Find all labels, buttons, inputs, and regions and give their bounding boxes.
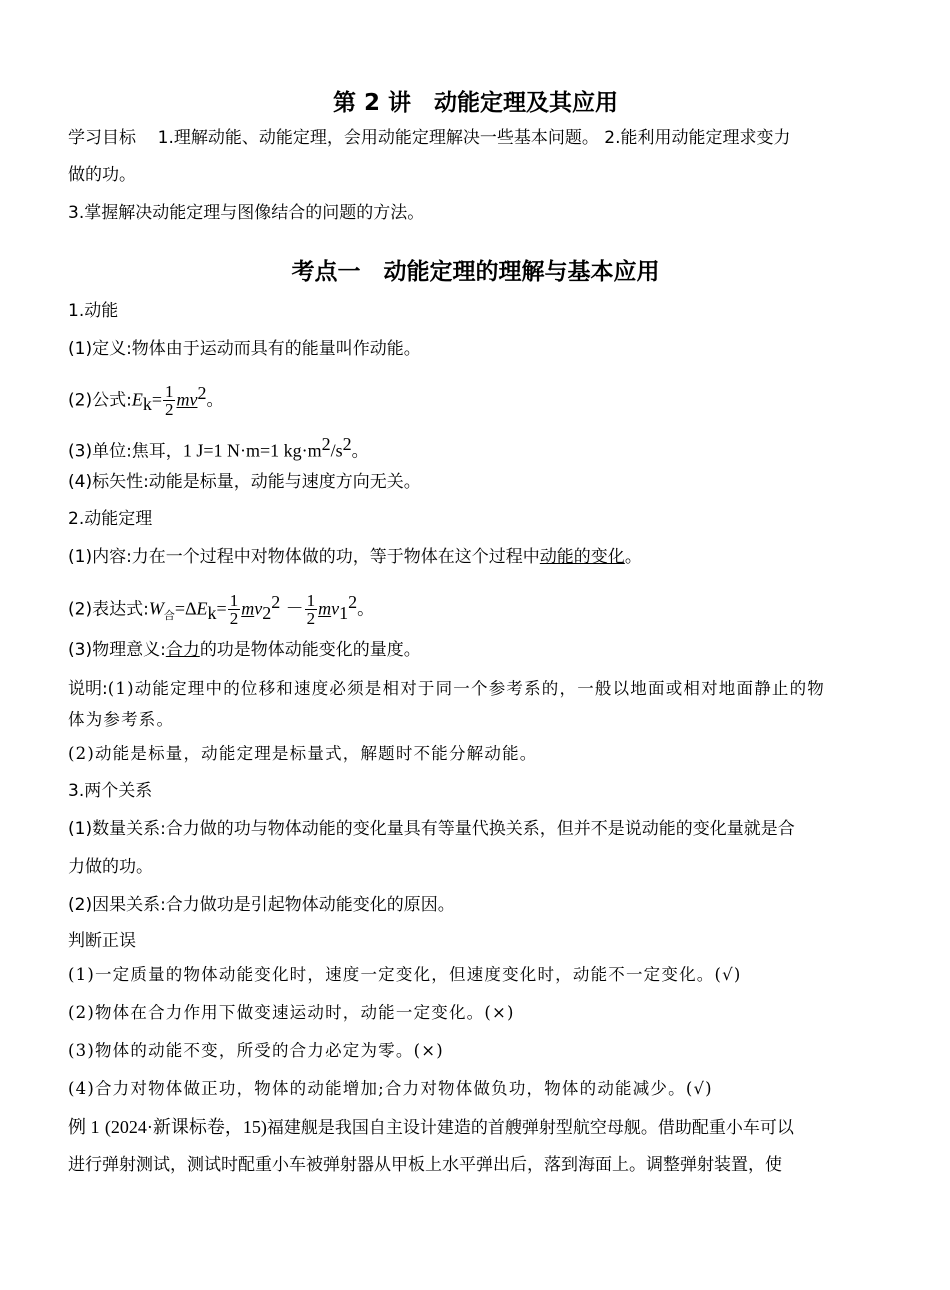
fraction-one-half-2: $\frac{1}{2}$ (306, 591, 316, 629)
judge-item-1: (1)一定质量的物体动能变化时，速度一定变化，但速度变化时，动能不一定变化。(√) (68, 965, 742, 984)
judge-heading: 判断正误 (68, 931, 136, 951)
judge-item-2: (2)物体在合力作用下做变速运动时，动能一定变化。(×) (68, 1003, 515, 1022)
learning-goals-line1 (68, 126, 790, 150)
learning-goals-line2: 做的功。 (68, 165, 136, 185)
lecture-title: 第 2 讲 动能定理及其应用 (332, 90, 619, 116)
theorem-meaning: (3)物理意义:合力的功是物体动能变化的量度。 (68, 640, 421, 660)
fraction-one-half-1: $\frac{1}{2}$ (229, 591, 239, 629)
learning-goals-label: 学习目标 (68, 128, 136, 148)
kinetic-energy-heading: 1.动能 (68, 301, 119, 321)
judge-item-4: (4)合力对物体做正功，物体的动能增加;合力对物体做负功，物体的动能减少。(√) (68, 1079, 713, 1098)
theorem-content: (1)内容:力在一个过程中对物体做的功，等于物体在这个过程中动能的变化。 (68, 547, 642, 567)
note-line2: 体为参考系。 (68, 710, 175, 729)
relations-quantity-line2: 力做的功。 (68, 857, 153, 877)
judge-item-3: (3)物体的动能不变，所受的合力必定为零。(×) (68, 1041, 444, 1060)
section1-title: 考点一 动能定理的理解与基本应用 (291, 259, 660, 285)
relations-causal: (2)因果关系:合力做功是引起物体动能变化的原因。 (68, 895, 455, 915)
example-line1: 例 1 (2024·新课标卷，15)福建舰是我国自主设计建造的首艘弹射型航空母舰。借助配重小车可以 (68, 1117, 794, 1138)
example-label: 例 1 (68, 1117, 100, 1137)
relations-heading: 3.两个关系 (68, 781, 153, 801)
theorem-expression: (2)表达式$:W_合=\Delta E_k=$ $\frac{1}{2}$ $mv_2^2$ － $\frac{1}{2}$ $mv_1^2$。 (68, 591, 375, 629)
theorem-heading: 2.动能定理 (68, 509, 153, 529)
learning-goals-line3: 3.掌握解决动能定理与图像结合的问题的方法。 (68, 203, 425, 223)
example-line2: 进行弹射测试，测试时配重小车被弹射器从甲板上水平弹出后，落到海面上。调整弹射装置，使 (68, 1155, 782, 1175)
note-line1: 说明:(1)动能定理中的位移和速度必须是相对于同一个参考系的，一般以地面或相对地面静止的物 (68, 679, 826, 699)
kinetic-energy-formula: (2)公式$:E_k=$ $\frac{1}{2}$ $mv^2$。 (68, 382, 224, 420)
learning-goals-text: 1.理解动能、动能定理，会用动能定理解决一些基本问题。 2.能利用动能定理求变力 (157, 128, 791, 148)
fraction-one-half: $\frac{1}{2}$ (164, 382, 174, 420)
example-source: (2024·新课标卷，15) (104, 1117, 267, 1137)
kinetic-energy-unit: (3)单位:焦耳，1 J=1 N·m=1 $kg\cdot m^2/s^2$。 (68, 434, 369, 462)
kinetic-energy-definition: (1)定义:物体由于运动而具有的能量叫作动能。 (68, 339, 421, 359)
note-label: 说明: (68, 679, 108, 699)
kinetic-energy-scalar: (4)标矢性:动能是标量，动能与速度方向无关。 (68, 472, 421, 492)
note-line3: (2)动能是标量，动能定理是标量式，解题时不能分解动能。 (68, 744, 538, 763)
relations-quantity-line1: (1)数量关系:合力做的功与物体动能的变化量具有等量代换关系，但并不是说动能的变化量就是合 (68, 819, 795, 839)
